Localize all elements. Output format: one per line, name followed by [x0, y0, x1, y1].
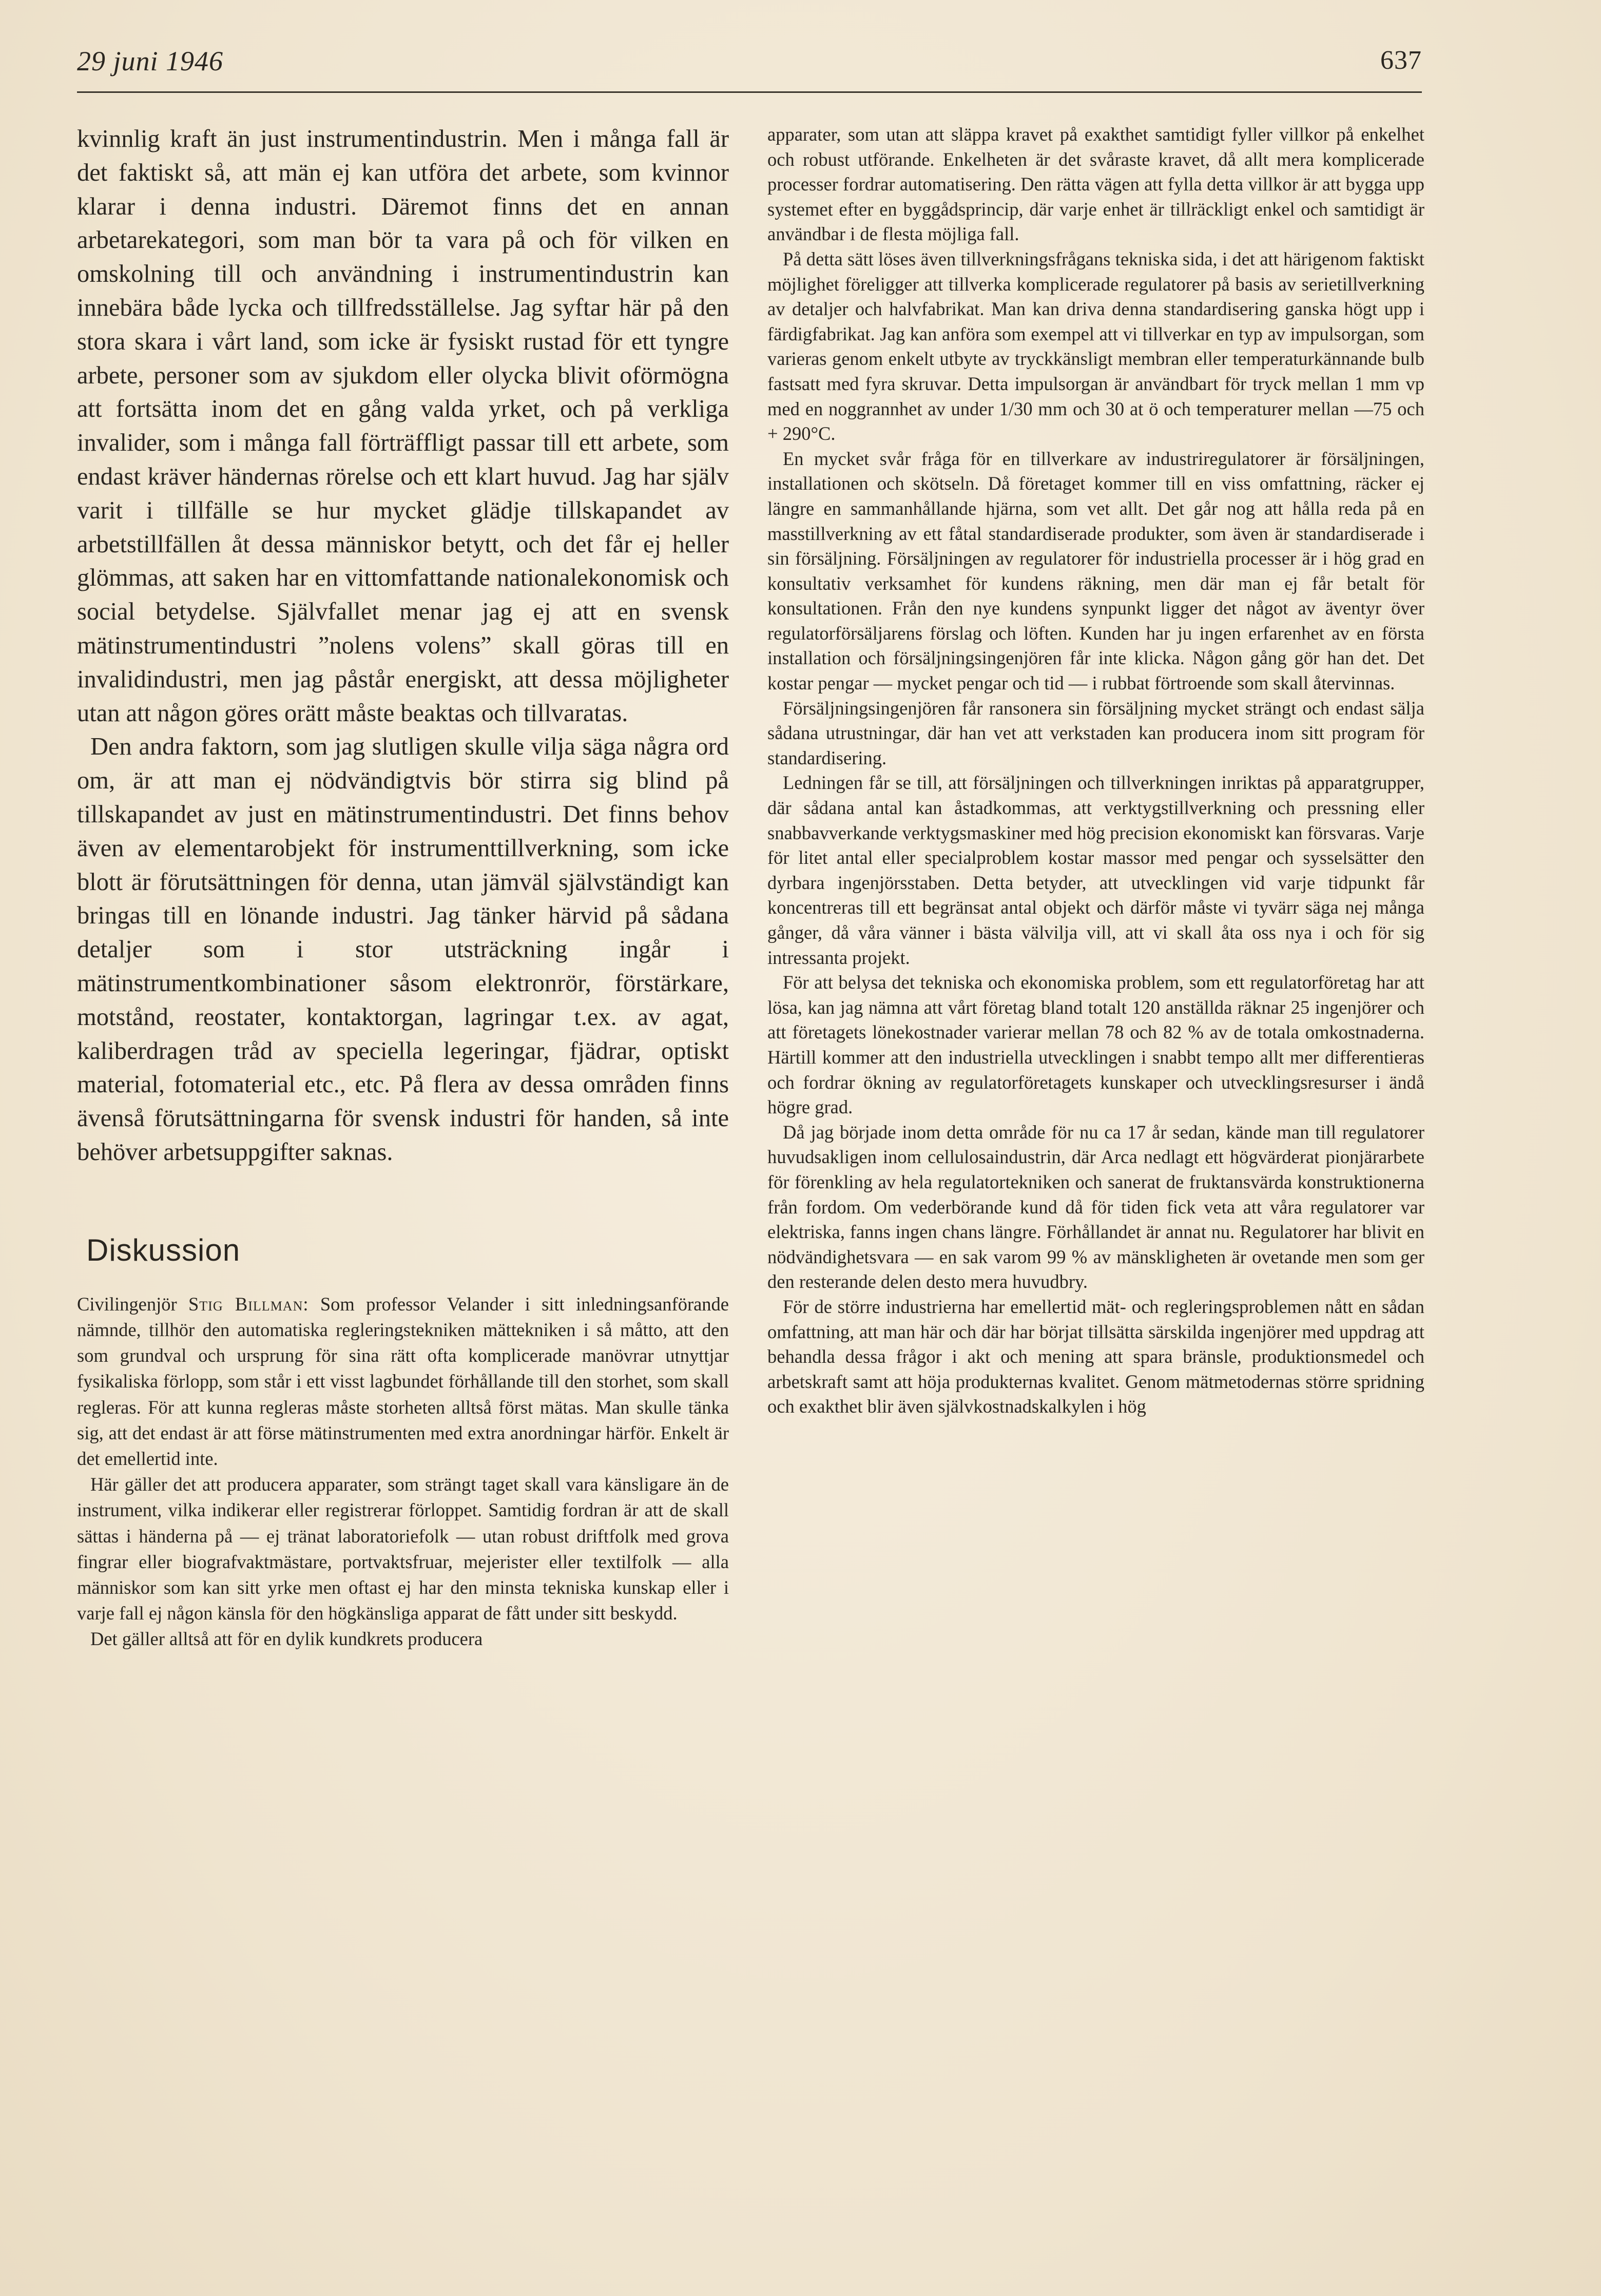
discussion-paragraph-text: Som professor Velander i sitt inledningsanförande nämnde, tillhör den automatiska regleringstekniken mättekniken i så måtto, att den som grundval och ursprung för sina rätt ofta komplicerade manövrar utnyttjar fysikaliska förlopp, som står i ett visst lagbundet förhållande till den storhet, som skall regleras. För att kunna regleras måste storheten alltså först mätas. Man skulle tänka sig, att det endast är att förse mätinstrumenten med extra anordningar härför. Enkelt är det emellertid inte.	[77, 1293, 729, 1469]
body-paragraph: Då jag började inom detta område för nu ca 17 år sedan, kände man till regulatorer huvudsakligen inom cellulosaindustrin, där Arca nedlagt ett högvärderat pionjärarbete för förenkling av hela regulatortekniken och sanerat de fruktansvärda konstruktionerna från fordom. Om vederbörande kund då för tiden fick veta att våra regulatorer var elektriska, fanns ingen chans längre. Förhållandet är annat nu. Regulatorer har blivit en nödvändighetsvara — en sak varom 99 % av mänskligheten är ovetande men som ger den resterande delen desto mera huvudbry.	[767, 1121, 1424, 1292]
speaker-role: Civilingenjör	[77, 1293, 177, 1315]
body-paragraph: En mycket svår fråga för en tillverkare av industriregulatorer är försäljningen, installationen och skötseln. Då företaget kommer till en viss omfattning, räcker ej längre en sammanhållande hjärna, som vet allt. Det går nog att hålla reda på en masstillverkning av ett fåtal standardiserade produkter, som även är standardiserade i sin försäljning. Försäljningen av regulatorer för industriella processer är i hög grad en konsultativ verksamhet för kundens räkning, men där man ej får betalt för konsultationen. Från den nye kundens synpunkt ligger det något av äventyr över regulatorförsäljarens förslag och löften. Kunden har ju ingen erfarenhet av en första installation och försäljningsingenjören får inte klicka. Någon gång gör han det. Det kostar pengar — mycket pengar och tid — i rubbat förtroende som skall återvinnas.	[767, 448, 1424, 694]
discussion-paragraph: Det gäller alltså att för en dylik kundkrets producera	[90, 1628, 483, 1650]
body-paragraph: På detta sätt löses även tillverkningsfrågans tekniska sida, i det att härigenom faktiskt möjlighet föreligger att tillverka komplicerade regulatorer på basis av serietillverkning av detaljer och halvfabrikat. Man kan driva denna standardisering ganska högt upp i färdigfabrikat. Jag kan anföra som exempel att vi tillverkar en typ av impulsorgan, som varieras genom enkelt utbyte av tryckkänsligt membran eller temperaturkännande bulb fastsatt med fyra skruvar. Detta impulsorgan är användbart för tryck mellan 1 mm vp med en noggrannhet av under 1/30 mm och 30 at ö och temperaturer mellan —75 och + 290°C.	[767, 248, 1424, 445]
discussion-paragraph	[77, 1291, 729, 1472]
body-paragraph: Ledningen får se till, att försäljningen och tillverkningen inriktas på apparatgrupper, där sådana antal kan åstadkommas, att verktygstillverkning och pressning eller snabbavverkande verktygsmaskiner med hög precision ekonomiskt kan försvaras. Varje för litet antal eller specialproblem kostar massor med pengar och sysselsätter den dyrbara ingenjörsstaben. Detta betyder, att utvecklingen vid varje tidpunkt får koncentreras till ett begränsat antal objekt och därför måste vi tyvärr säga nej många gånger, då våra vänner i bästa välvilja vill, att vi skall åta oss nya i och för sig intressanta projekt.	[767, 772, 1424, 968]
discussion-body	[77, 1291, 729, 1652]
body-paragraph: Försäljningsingenjören får ransonera sin försäljning mycket strängt och endast sälja sådana utrustningar, där han vet att verkstaden kan producera inom sitt program för standardisering.	[767, 697, 1424, 768]
section-heading-discussion: Diskussion	[86, 1232, 241, 1267]
page-number: 637	[1380, 46, 1422, 75]
speaker-name: Stig Billman:	[188, 1293, 309, 1315]
body-paragraph: kvinnlig kraft än just instrumentindustrin. Men i många fall är det faktiskt så, att män ej kan utföra det arbete, som kvinnor klarar i denna industri. Däremot finns det en annan arbetarekategori, som man bör ta vara på och för vilken en omskolning till och användning i instrumentindustrin kan innebära både lycka och tillfredsställelse. Jag syftar här på den stora skara i vårt land, som icke är fysiskt rustad för ett tyngre arbete, personer som av sjukdom eller olycka blivit oförmögna att fortsätta inom det en gång valda yrket, och på verkliga invalider, som i många fall förträffligt passar till ett arbete, som endast kräver händernas rörelse och ett klart huvud. Jag har själv varit i tillfälle se hur mycket glädje tillskapandet av arbetstillfällen åt dessa människor betytt, och det får ej heller glömmas, att saken har en vittomfattande nationalekonomisk och social betydelse. Självfallet menar jag ej att en svensk mätinstrumentindustri ”nolens volens” skall göras till en invalidindustri, men jag påstår energiskt, att dessa möjligheter utan att någon göres orätt måste beaktas och tillvaratas.	[77, 125, 729, 727]
left-column	[77, 122, 729, 1652]
right-column	[767, 122, 1424, 1419]
body-paragraph: För de större industrierna har emellertid mät- och regleringsproblemen nått en sådan omfattning, att man här och där har börjat tillsätta särskilda ingenjörer med uppdrag att behandla dessa frågor i akt och mening att spara bränsle, produktionsmedel och arbetskraft samt att höja produkternas kvalitet. Genom mätmetodernas större spridning och exakthet blir även självkostnadskalkylen i hög	[767, 1296, 1424, 1417]
body-paragraph: apparater, som utan att släppa kravet på exakthet samtidigt fyller villkor på enkelhet och robust utförande. Enkelheten är det svåraste kravet, då allt mera komplicerade processer fordrar automatisering. Den rätta vägen att fylla detta villkor är att bygga upp systemet efter en byggådsprincip, där varje enhet är tillräckligt enkel och samtidigt är användbar i de flesta möjliga fall.	[767, 124, 1424, 245]
issue-date: 29 juni 1946	[77, 46, 224, 76]
discussion-paragraph: Här gäller det att producera apparater, som strängt taget skall vara känsligare än de instrument, vilka indikerar eller registrerar förloppet. Samtidig fordran är att de skall sättas i händerna på — ej tränat laboratoriefolk — utan robust driftfolk med grova fingrar eller biografvaktmästare, portvaktsfruar, mejerister eller textilfolk — alla människor som kan sitt yrke men oftast ej har den minsta tekniska kunskap eller i varje fall ej någon känsla för den högkänsliga apparat de fått under sitt beskydd.	[77, 1474, 729, 1624]
body-paragraph: För att belysa det tekniska och ekonomiska problem, som ett regulatorföretag har att lösa, kan jag nämna att vårt företag bland totalt 120 anställda räknar 25 ingenjörer och att företagets lönekostnader varierar mellan 78 och 82 % av de totala omkostnaderna. Härtill kommer att den industriella utvecklingen i snabbt tempo allt mer differentieras och fordrar ökning av regulatorföretagets kunskaper och utvecklingsresurser i ändå högre grad.	[767, 972, 1424, 1118]
body-paragraph: Den andra faktorn, som jag slutligen skulle vilja säga några ord om, är att man ej nödvändigtvis bör stirra sig blind på tillskapandet av just en mätinstrumentindustri. Det finns behov även av elementarobjekt för instrumenttillverkning, som icke blott är förutsättningen för denna, utan jämväl självständigt kan bringas till en lönande industri. Jag tänker härvid på sådana detaljer som i stor utsträckning ingår i mätinstrumentkombinationer såsom elektronrör, förstärkare, motstånd, reostater, kontaktorgan, lagringar t.ex. av agat, kaliberdragen tråd av speciella legeringar, fjädrar, optiskt material, fotomaterial etc., etc. På flera av dessa områden finns ävenså förutsättningarna för svensk industri för handen, så inte behöver arbetsuppgifter saknas.	[77, 733, 729, 1166]
page-header	[77, 40, 1422, 93]
